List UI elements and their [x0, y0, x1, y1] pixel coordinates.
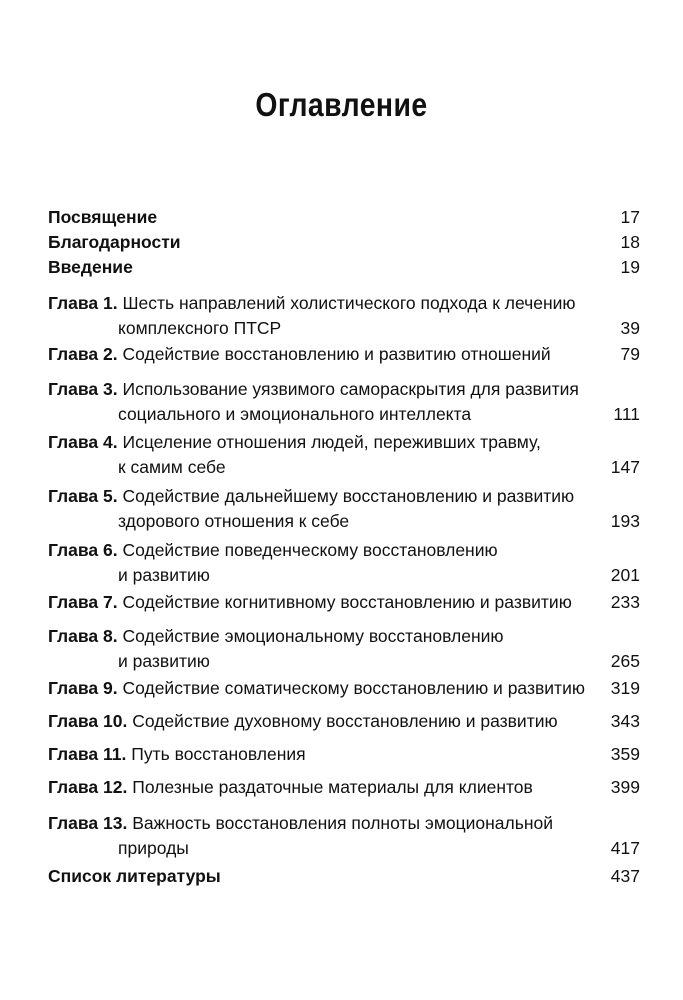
chapter-title-line: и развитию	[118, 565, 210, 585]
toc-entry-label: Список литературы	[48, 866, 221, 886]
chapter-title-line: здорового отношения к себе	[118, 511, 350, 531]
toc-entry-page: 201	[610, 565, 640, 585]
chapter-prefix: Глава 2.	[48, 344, 118, 364]
chapter-title-line: природы	[118, 838, 189, 858]
chapter-prefix: Глава 12.	[48, 777, 128, 797]
chapter-prefix: Глава 3.	[48, 379, 118, 399]
chapter-title-line: Важность восстановления полноты эмоциональной	[132, 813, 554, 833]
chapter-prefix: Глава 1.	[48, 293, 118, 313]
chapter-title-line: Содействие восстановлению и развитию отношений	[122, 344, 551, 364]
toc-entry-page: 437	[610, 866, 640, 886]
chapter-title-line: Содействие эмоциональному восстановлению	[122, 626, 504, 646]
chapter-title-line: Полезные раздаточные материалы для клиентов	[132, 777, 533, 797]
chapter-title-line: Использование уязвимого самораскрытия для развития	[122, 379, 579, 399]
toc-entry-page: 193	[610, 511, 640, 531]
chapter-title-line: Исцеление отношения людей, переживших травму,	[122, 432, 541, 452]
chapter-title-line: Шесть направлений холистического подхода к лечению	[122, 293, 576, 313]
chapter-prefix: Глава 7.	[48, 592, 118, 612]
toc-entry-label: Посвящение	[48, 207, 158, 227]
chapter-prefix: Глава 10.	[48, 711, 128, 731]
chapter-title-line: Содействие дальнейшему восстановлению и развитию	[122, 486, 575, 506]
chapter-prefix: Глава 4.	[48, 432, 118, 452]
chapter-title-line: Путь восстановления	[131, 744, 306, 764]
chapter-title-line: социального и эмоционального интеллекта	[118, 404, 472, 424]
toc-entry-page: 399	[610, 777, 640, 797]
chapter-title-line: и развитию	[118, 651, 210, 671]
chapter-title-line: Содействие соматическому восстановлению и развитию	[122, 678, 585, 698]
chapter-title-line: Содействие духовному восстановлению и развитию	[132, 711, 558, 731]
chapter-prefix: Глава 11.	[48, 744, 127, 764]
toc-entry-page: 17	[620, 207, 640, 227]
toc-entry-page: 19	[620, 257, 640, 277]
toc-entry-page: 18	[620, 232, 640, 252]
toc-entry-label: Введение	[48, 257, 133, 277]
toc-entry-page: 111	[613, 404, 640, 424]
toc-entry-page: 343	[610, 711, 640, 731]
toc-entry-page: 79	[620, 344, 640, 364]
chapter-title-line: Содействие когнитивному восстановлению и развитию	[122, 592, 572, 612]
chapter-title-line: к самим себе	[118, 457, 226, 477]
chapter-prefix: Глава 9.	[48, 678, 118, 698]
toc-entry-page: 359	[610, 744, 640, 764]
toc-entry-page: 39	[620, 318, 640, 338]
chapter-prefix: Глава 8.	[48, 626, 118, 646]
toc-entry-page: 319	[610, 678, 640, 698]
toc-entry-page: 265	[610, 651, 640, 671]
toc-entry-page: 417	[610, 838, 640, 858]
toc-entry-page: 233	[610, 592, 640, 612]
chapter-prefix: Глава 5.	[48, 486, 118, 506]
chapter-prefix: Глава 13.	[48, 813, 128, 833]
chapter-prefix: Глава 6.	[48, 540, 118, 560]
toc-entry-label: Благодарности	[48, 232, 181, 252]
toc-entry-page: 147	[610, 457, 640, 477]
page-title: Оглавление	[255, 86, 428, 123]
chapter-title-line: Содействие поведенческому восстановлению	[122, 540, 498, 560]
chapter-title-line: комплексного ПТСР	[118, 318, 282, 338]
